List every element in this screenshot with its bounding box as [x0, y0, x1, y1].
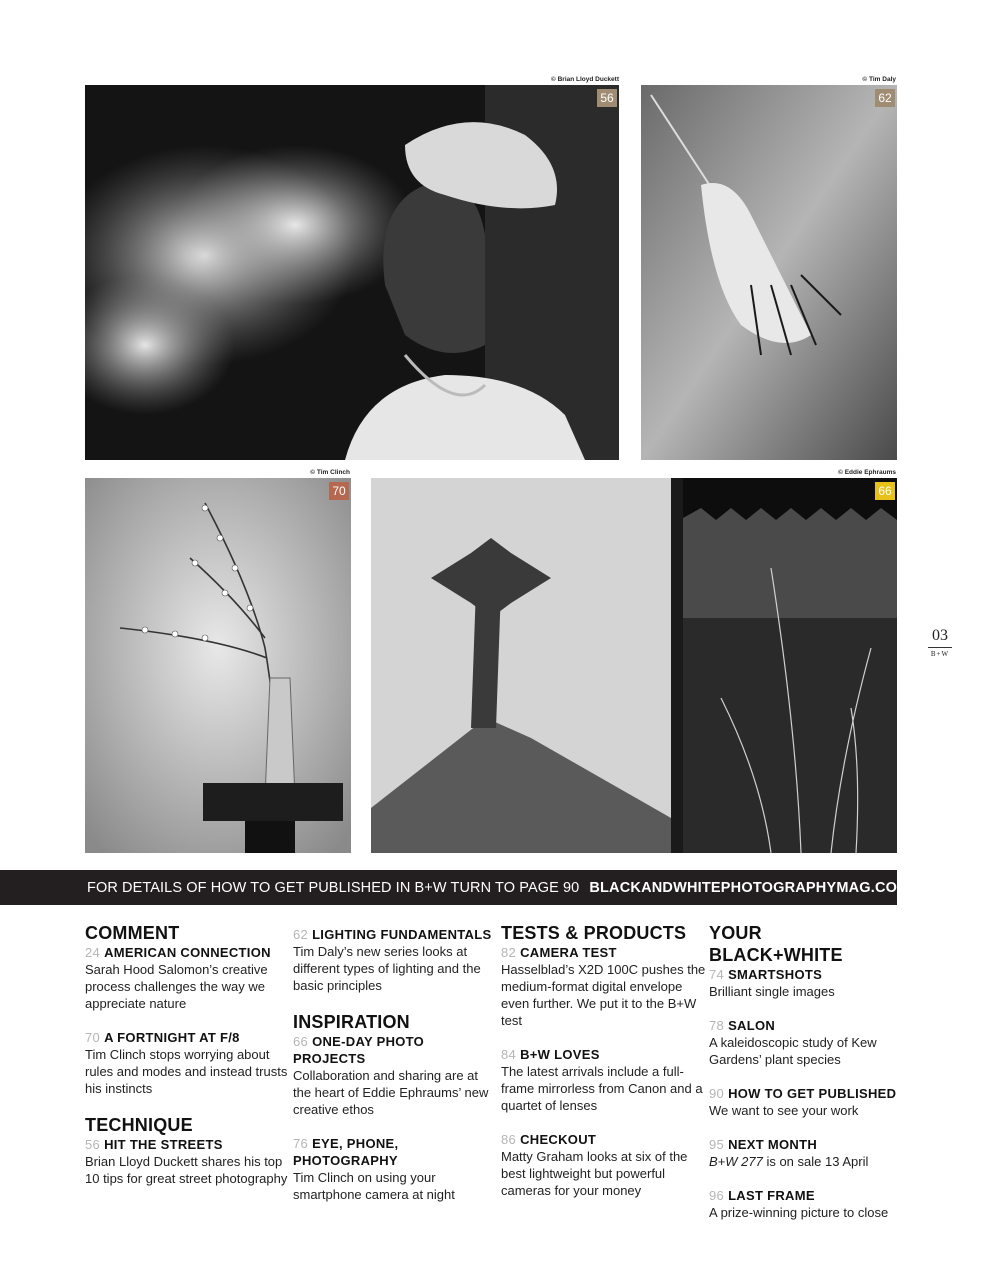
toc-entry[interactable]	[709, 1136, 897, 1170]
page-badge: 66	[875, 482, 895, 500]
entry-description: A kaleidoscopic study of Kew Gardens’ plant species	[709, 1035, 877, 1067]
toc-entry[interactable]	[709, 1187, 897, 1221]
page-number: 74	[709, 967, 725, 982]
page-number: 76	[293, 1136, 309, 1151]
section-heading: YOUR BLACK+WHITE	[709, 923, 843, 965]
toc-entry[interactable]	[293, 1135, 498, 1203]
entry-description: Brilliant single images	[709, 984, 835, 999]
entry-description	[709, 1153, 897, 1170]
entry-description: Tim Clinch on using your smartphone camera at night	[293, 1170, 455, 1202]
entry-description: Matty Graham looks at six of the best lightweight but powerful cameras for your money	[501, 1149, 688, 1198]
page-number: 24	[85, 945, 101, 960]
blossom-vase-image	[85, 478, 351, 853]
page-badge: 62	[875, 89, 895, 107]
photo-credit: © Tim Daly	[862, 76, 896, 83]
page-badge: 70	[329, 482, 349, 500]
page-number: 86	[501, 1132, 517, 1147]
entry-title: A FORTNIGHT AT F/8	[104, 1030, 240, 1045]
page-number: 95	[709, 1137, 725, 1152]
toc-entry[interactable]	[709, 966, 897, 1000]
folio-mark: B+W	[930, 650, 950, 658]
entry-title: NEXT MONTH	[728, 1137, 818, 1152]
entry-title: HIT THE STREETS	[104, 1137, 223, 1152]
entry-description: Collaboration and sharing are at the heart of Eddie Ephraums’ new creative ethos	[293, 1068, 489, 1117]
toc-entry[interactable]	[85, 1029, 290, 1097]
entry-title: CAMERA TEST	[520, 945, 617, 960]
toc-column-2	[293, 926, 498, 1220]
entry-description: Sarah Hood Salomon’s creative process challenges the way we appreciate nature	[85, 962, 268, 1011]
photo-cross-and-plants[interactable]	[371, 478, 897, 853]
toc-column-4	[709, 922, 897, 1238]
section-heading: TESTS & PRODUCTS	[501, 923, 687, 943]
page-number: 96	[709, 1188, 725, 1203]
section-heading: COMMENT	[85, 923, 180, 943]
page-number: 78	[709, 1018, 725, 1033]
entry-title: EYE, PHONE, PHOTOGRAPHY	[293, 1136, 399, 1168]
entry-description: Brian Lloyd Duckett shares his top 10 tips for great street photography	[85, 1154, 288, 1186]
smoke-portrait-image	[85, 85, 619, 460]
page-number: 56	[85, 1137, 101, 1152]
section-heading: INSPIRATION	[293, 1012, 410, 1032]
page-number: 70	[85, 1030, 101, 1045]
page-number: 90	[709, 1086, 725, 1101]
toc-entry[interactable]	[293, 926, 498, 994]
website-link[interactable]: BLACKANDWHITEPHOTOGRAPHYMAG.CO.UK	[589, 879, 923, 896]
entry-title: LAST FRAME	[728, 1188, 815, 1203]
page-number: 84	[501, 1047, 517, 1062]
entry-description: Tim Daly’s new series looks at different types of lighting and the basic principles	[293, 944, 481, 993]
entry-description: A prize-winning picture to close	[709, 1205, 889, 1220]
toc-entry[interactable]	[501, 944, 706, 1029]
toc-entry[interactable]	[501, 1046, 706, 1114]
entry-description: Hasselblad’s X2D 100C pushes the medium-format digital envelope even further. We put it to the B+W test	[501, 962, 706, 1028]
entry-title: CHECKOUT	[520, 1132, 597, 1147]
toc-entry[interactable]	[85, 1136, 290, 1187]
toc-entry[interactable]	[501, 1131, 706, 1199]
entry-title: LIGHTING FUNDAMENTALS	[312, 927, 492, 942]
entry-title: ONE-DAY PHOTO PROJECTS	[293, 1034, 425, 1066]
photo-feather[interactable]	[641, 85, 897, 460]
entry-description: Tim Clinch stops worrying about rules and modes and instead trusts his instincts	[85, 1047, 288, 1096]
entry-title: HOW TO GET PUBLISHED	[728, 1086, 897, 1101]
entry-title: B+W LOVES	[520, 1047, 600, 1062]
banner-lead: FOR DETAILS OF HOW TO GET PUBLISHED IN B+W TURN TO PAGE 90	[87, 879, 580, 896]
entry-description: The latest arrivals include a full-frame mirrorless from Canon and a quartet of lenses	[501, 1064, 703, 1113]
folio-number: 03	[928, 627, 952, 648]
entry-title: AMERICAN CONNECTION	[104, 945, 271, 960]
issue-name: B+W 277	[709, 1154, 763, 1169]
photo-credit: © Brian Lloyd Duckett	[551, 76, 619, 83]
photo-credit: © Eddie Ephraums	[838, 469, 896, 476]
photo-blossom-vase[interactable]	[85, 478, 351, 853]
entry-description: We want to see your work	[709, 1103, 859, 1118]
toc-entry[interactable]	[85, 944, 290, 1012]
page-folio	[928, 627, 952, 658]
toc-column-3	[501, 922, 706, 1216]
feather-image	[641, 85, 897, 460]
photo-smoke-portrait[interactable]	[85, 85, 619, 460]
publish-banner	[0, 870, 923, 905]
page-number: 66	[293, 1034, 309, 1049]
page-number: 82	[501, 945, 517, 960]
page-badge: 56	[597, 89, 617, 107]
page-number: 62	[293, 927, 309, 942]
toc-entry[interactable]	[709, 1017, 897, 1068]
photo-credit: © Tim Clinch	[310, 469, 350, 476]
entry-title: SMARTSHOTS	[728, 967, 823, 982]
toc-column-1	[85, 922, 290, 1204]
cross-plants-image	[371, 478, 897, 853]
entry-title: SALON	[728, 1018, 776, 1033]
section-heading: TECHNIQUE	[85, 1115, 193, 1135]
toc-entry[interactable]	[709, 1085, 897, 1119]
issue-sale-date: is on sale 13 April	[762, 1154, 869, 1169]
toc-entry[interactable]	[293, 1033, 498, 1118]
